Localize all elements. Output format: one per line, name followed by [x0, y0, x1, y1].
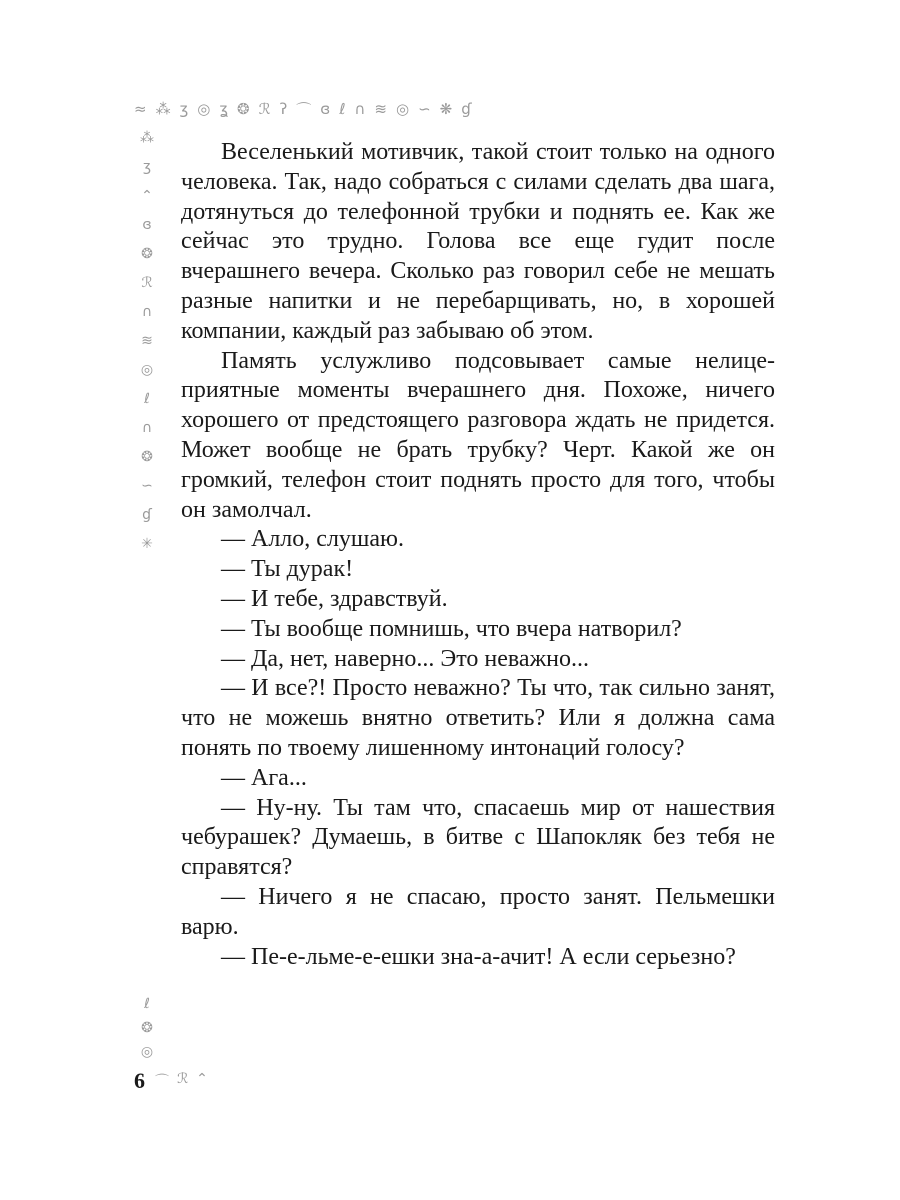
ornament-glyph-icon: ❂ — [237, 100, 250, 118]
footer-ornament — [155, 1071, 208, 1091]
ornament-glyph-icon: ❂ — [141, 449, 153, 465]
ornament-glyph-icon: ∽ — [141, 478, 153, 494]
left-ornament-border — [136, 124, 158, 559]
ornament-glyph-icon: ⌒ — [155, 1074, 169, 1090]
ornament-glyph-icon: ℓ — [144, 996, 150, 1012]
dialogue-line: — Ничего я не спасаю, просто занят. Пельмешки варю. — [181, 883, 775, 940]
ornament-glyph-icon: ʓ — [219, 100, 229, 118]
ornament-glyph-icon: ℓ — [339, 100, 346, 118]
ornament-glyph-icon: ⁂ — [140, 130, 154, 146]
dialogue-line: — Пе-е-льме-е-ешки зна-а-ачит! А если серьезно? — [221, 943, 736, 970]
paragraph: Память услужливо подсовывает самые нелицеприятные моменты вчерашнего дня. Похоже, ничего хорошего от предстоящего разговора ждать не придется. Может вообще не брать трубку? Черт. Какой же он громкий, телефон стоит поднять просто для того, чтобы он замолчал. — [181, 347, 775, 523]
ornament-glyph-icon: ℛ — [177, 1071, 189, 1087]
ornament-glyph-icon: ∩ — [141, 420, 153, 436]
ornament-glyph-icon: ⁂ — [155, 100, 171, 118]
ornament-glyph-icon: ɠ — [142, 507, 152, 523]
dialogue-line: — Да, нет, наверно... Это неважно... — [221, 645, 589, 672]
page-footer — [134, 1066, 208, 1096]
ornament-glyph-icon: ʔ — [279, 100, 288, 118]
ornament-glyph-icon: ∽ — [418, 100, 431, 118]
ornament-glyph-icon: ⌃ — [196, 1071, 208, 1087]
ornament-glyph-icon: ✳ — [141, 536, 153, 552]
ornament-glyph-icon: ʒ — [142, 159, 152, 175]
ornament-glyph-icon: ⌒ — [296, 100, 312, 119]
left-bottom-ornament — [136, 992, 158, 1064]
ornament-glyph-icon: ɞ — [320, 100, 331, 118]
ornament-glyph-icon: ❋ — [439, 100, 453, 118]
ornament-glyph-icon: ʒ — [179, 100, 189, 118]
ornament-glyph-icon: ≈ — [134, 100, 147, 118]
paragraph: Веселенький мотивчик, такой стоит только на одного человека. Так, надо собраться с силами сделать два шага, дотянуться до телефонной трубки и поднять ее. Как же сейчас это трудно. Голова все еще гудит после вчерашнего вечера. Сколько раз говорил себе не мешать разные напитки и не перебарщивать, но, в хорошей компании, каждый раз забываю об этом. — [181, 139, 775, 344]
ornament-glyph-icon: ℓ — [144, 391, 150, 407]
ornament-glyph-icon: ◎ — [140, 362, 154, 378]
ornament-glyph-icon: ∩ — [141, 304, 153, 320]
dialogue-line: — Ага... — [221, 764, 307, 791]
ornament-glyph-icon: ℛ — [141, 275, 153, 291]
ornament-glyph-icon: ≋ — [374, 100, 387, 118]
body-text — [181, 138, 775, 972]
ornament-glyph-icon: ❂ — [141, 246, 153, 262]
dialogue-line: — И все?! Просто неважно? Ты что, так сильно занят, что не можешь внятно ответить? Или я должна сама понять по твоему лишенному интонаций голосу? — [181, 675, 775, 761]
dialogue-line: — Ты дурак! — [221, 556, 354, 583]
ornament-glyph-icon: ◎ — [395, 100, 410, 118]
ornament-glyph-icon: ◎ — [197, 100, 211, 118]
dialogue-line: — И тебе, здравствуй. — [221, 585, 448, 612]
ornament-glyph-icon: ⌃ — [141, 188, 153, 204]
ornament-glyph-icon: ɞ — [142, 217, 152, 233]
ornament-glyph-icon: ◎ — [140, 1044, 154, 1060]
ornament-glyph-icon: ∩ — [354, 100, 366, 118]
ornament-glyph-icon: ℛ — [258, 100, 271, 118]
ornament-glyph-icon: ɠ — [461, 100, 472, 118]
dialogue-line: — Ну-ну. Ты там что, спасаешь мир от нашествия чебурашек? Думаешь, в битве с Шапокляк без тебя не справятся? — [181, 794, 775, 881]
top-ornament-border — [134, 98, 594, 120]
dialogue-line: — Алло, слушаю. — [221, 526, 404, 553]
ornament-glyph-icon: ≋ — [141, 333, 153, 349]
dialogue-line: — Ты вообще помнишь, что вчера натворил? — [221, 615, 682, 642]
page-number: 6 — [134, 1068, 145, 1093]
ornament-glyph-icon: ❂ — [141, 1020, 153, 1036]
